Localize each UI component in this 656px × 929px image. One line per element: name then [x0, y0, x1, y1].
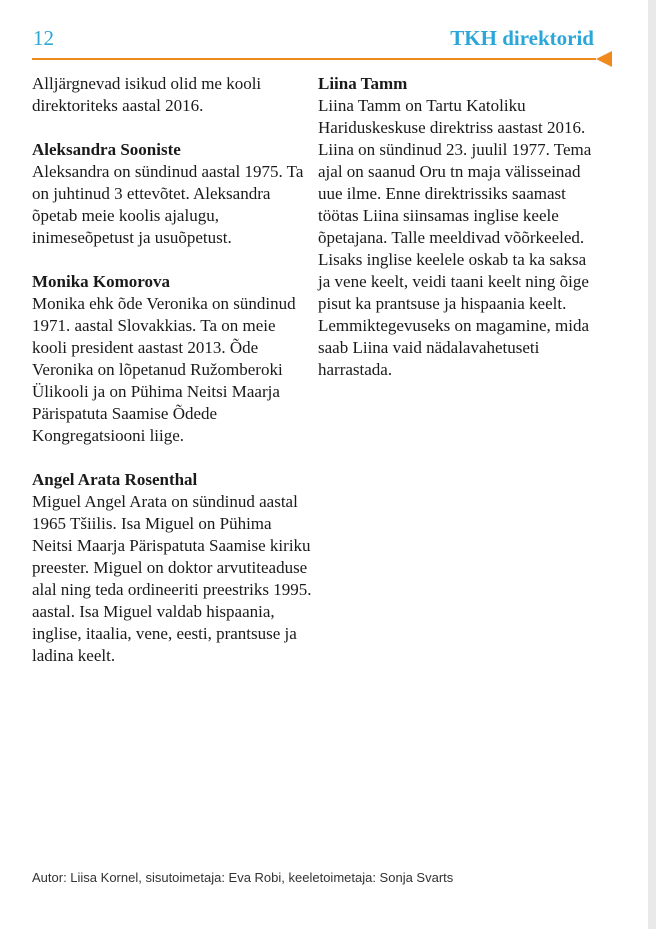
arrow-left-icon [596, 51, 612, 67]
director-name: Liina Tamm [318, 74, 408, 93]
credits-footer: Autor: Liisa Kornel, sisutoimetaja: Eva Robi, keeletoimetaja: Sonja Svarts [32, 870, 454, 885]
left-column [32, 73, 314, 689]
intro-paragraph: Alljärgnevad isikud olid me kooli direktoriteks aastal 2016. [32, 74, 262, 115]
director-bio: Aleksandra on sündinud aastal 1975. Ta on juhtinud 3 ettevõtet. Aleksandra õpetab meie koolis ajalugu, inimeseõpetust ja usuõpetust. [32, 162, 304, 247]
director-name: Angel Arata Rosenthal [32, 470, 198, 489]
director-bio: Liina Tamm on Tartu Katoliku Hariduskeskuse direktriss aastast 2016. Liina on sündinud 23. juulil 1977. Tema ajal on saanud Oru tn maja välisseinad uue ilme. Enne direktrissiks saamast töötas Liina siinsamas inglise keele õpetajana. Talle meeldivad võõrkeeled. Lisaks inglise keelele oskab ta ka saksa ja vene keelt, veidi taani keelt ning õige pisut ka prantsuse ja hispaania keelt. Lemmiktegevuseks on magamine, mida saab Liina vaid nädalavahetuseti harrastada. [318, 96, 592, 379]
header-rule [32, 58, 596, 60]
director-entry [32, 469, 314, 667]
right-column [318, 73, 594, 403]
director-bio: Monika ehk õde Veronika on sündinud 1971. aastal Slovakkias. Ta on meie kooli president aastast 2013. Õde Veronika on lõpetanud Ružomberoki Ülikooli ja on Pühima Neitsi Maarja Pärispatuta Saamise Õdede Kongregatsiooni liige. [32, 294, 296, 445]
director-name: Aleksandra Sooniste [32, 140, 181, 159]
director-name: Monika Komorova [32, 272, 171, 291]
director-entry [32, 139, 314, 249]
section-title: TKH direktorid [450, 26, 594, 50]
director-entry [32, 271, 314, 447]
director-bio: Miguel Angel Arata on sündinud aastal 1965 Tšiilis. Isa Miguel on Pühima Neitsi Maarja Pärispatuta Saamise kiriku preester. Miguel on doktor arvutiteaduse alal ning teda ordineeriti preestriks 1995. aastal. Isa Miguel valdab hispaania, inglise, itaalia, vene, eesti, prantsuse ja ladina keelt. [32, 492, 312, 665]
page-number: 12 [33, 26, 54, 50]
director-entry [318, 73, 594, 381]
page-edge-shadow [648, 0, 656, 929]
